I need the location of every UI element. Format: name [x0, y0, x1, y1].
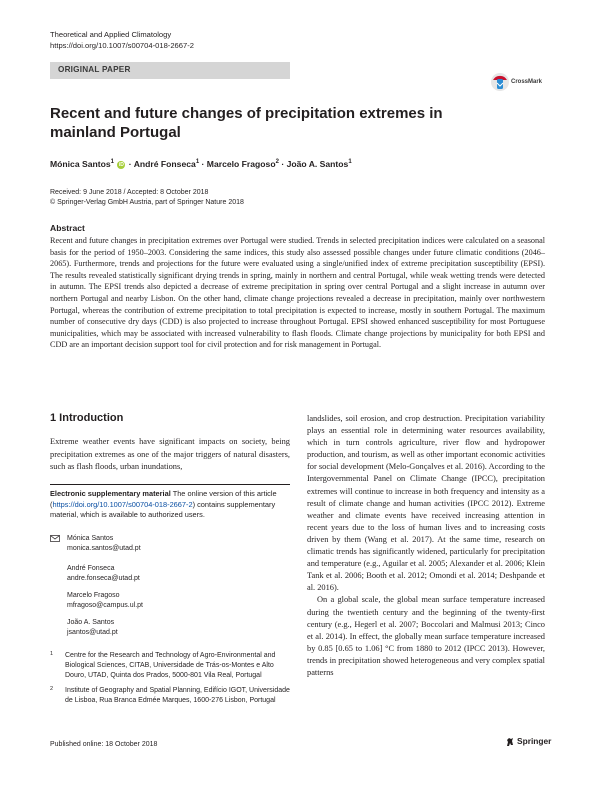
supplementary-text-before: The online version of this article ( — [50, 489, 277, 509]
contact-email[interactable]: jsantos@utad.pt — [67, 629, 118, 636]
contact-entry — [67, 564, 140, 584]
article-title: Recent and future changes of precipitation extremes in mainland Portugal — [50, 105, 443, 141]
contact-name: André Fonseca — [67, 565, 115, 572]
contact-entry — [67, 534, 141, 554]
contact-email[interactable]: mfragoso@campus.ul.pt — [67, 602, 143, 609]
author-separator: · — [201, 158, 207, 169]
author-list — [50, 156, 550, 170]
author-affiliation: 1 — [110, 159, 114, 165]
contact-email[interactable]: andre.fonseca@utad.pt — [67, 575, 140, 582]
contact-name: Marcelo Fragoso — [67, 592, 120, 599]
affiliation-number: 1 — [50, 651, 54, 657]
author-name[interactable]: Marcelo Fragoso — [206, 158, 276, 169]
contact-entry — [67, 591, 143, 611]
publisher-logo — [505, 736, 551, 747]
affiliation-text: Centre for the Research and Technology of Agro-Environmental and Biological Sciences, CITAB, Universidade de Trás-os-Montes e Alto Douro, UTAD, Quinta dos Prados, 5000-801 Vila Real, Portugal — [65, 652, 276, 679]
article-type-label: ORIGINAL PAPER — [58, 65, 131, 74]
intro-paragraph: On a global scale, the global mean surface temperature increased during the twentieth century and the beginning of the twenty-first century (e.g., Hegerl et al. 2007; Boccolari and Malmusi 2013; Cinco et al. 2014). In effect, the globally mean surface temperature increased by 0.85 [0.65 to 1.06] °C from 1880 to 2012 (IPCC 2013). However, trends in precipitation showed heterogeneous and very complex spatial patterns — [307, 595, 545, 677]
footnote-divider — [50, 484, 290, 485]
contact-entry — [67, 618, 118, 638]
author-affiliation: 1 — [348, 159, 352, 165]
published-online: Published online: 18 October 2018 — [50, 741, 158, 748]
copyright-text: Springer-Verlag GmbH Austria, part of Springer Nature 2018 — [57, 199, 244, 206]
author-affiliation: 1 — [195, 159, 200, 165]
affiliation-number: 2 — [50, 686, 54, 692]
abstract-heading: Abstract — [50, 223, 85, 233]
supplementary-label: Electronic supplementary material — [50, 489, 171, 498]
author-affiliation: 2 — [275, 159, 279, 165]
article-doi[interactable]: https://doi.org/10.1007/s00704-018-2667-2 — [50, 41, 194, 50]
supplementary-note — [50, 489, 290, 521]
section-heading: 1 Introduction — [50, 412, 124, 424]
article-type-band — [50, 62, 290, 79]
contact-email[interactable]: monica.santos@utad.pt — [67, 545, 141, 552]
abstract-text: Recent and future changes in precipitation extremes over Portugal were studied. Trends in selected precipitation indices were calculated on a seasonal basis for the period of 1950–2003. Considering the same indices, this study also assessed possible changes under future climatic conditions (2046–2065). Furthermore, trends and projections for the future were evaluated using a single/unified index of extreme precipitation susceptibility (EPSI). The results revealed statistically significant drying trends in spring, mainly in northern and central Portugal, while weak wetting trends were detected in autumn. The EPSI trends also depicted a decrease of extreme precipitation in spring over central Portugal and a slight increase in autumn over northern Portugal and nearby Lisbon. On the other hand, climate change projections revealed a decrease in precipitation, mainly over northwestern Portugal, whereas the contribution of extreme precipitation to total precipitation is expected to increase, mostly in southern Portugal. The maximum number of consecutive dry days (CDD) is also projected to increase throughout Portugal. EPSI showed enhanced susceptibility for most Portuguese municipalities, which may be associated with increased vulnerability to flash floods. Climate change projections by municipality for both EPSI and CDD are an important decision support tool for civil protection and for risk management in Portugal. — [50, 236, 545, 350]
author-name[interactable]: João A. Santos — [286, 158, 349, 169]
intro-right-column — [307, 413, 545, 679]
publisher-name: Springer — [517, 736, 552, 746]
article-dates: Received: 9 June 2018 / Accepted: 8 October 2018 — [50, 189, 209, 196]
copyright-line — [50, 198, 244, 208]
intro-paragraph: landslides, soil erosion, and crop destruction. Precipitation variability plays an essential role in determining water resources availability, which in turn controls agriculture, river flow and hydropower production, and tourism, as well as other important economic activities for social development (Melo-Gonçalves et al. 2016). According to the Intergovernmental Panel on Climate Change (IPCC), precipitation extremes will continue to increase in both frequency and intensity as a result of climate change and human activities (IPCC 2012). Extreme weather and climate events have received increasing attention in recent years due to the loss of human lives and to increasing costs driven by them (Wang et al. 2017). At the same time, research on climatic trends has significantly widened, particularly for precipitation and temperature (e.g., Aguilar et al. 2005; Alexander et al. 2006; Klein Tank et al. 2006; Booth et al. 2012; Omondi et al. 2014; Deshpande et al. 2016). — [307, 414, 545, 593]
author-name[interactable]: Mónica Santos — [50, 158, 111, 169]
springer-horse-icon — [505, 737, 515, 747]
supplementary-text-after: ) contains supplementary material, which is available to authorized users. — [50, 499, 276, 519]
envelope-icon — [50, 535, 60, 542]
supplementary-link[interactable]: https://doi.org/10.1007/s00704-018-2667-2 — [52, 499, 193, 509]
copyright-icon: © — [50, 199, 56, 206]
contact-name: Mónica Santos — [67, 535, 114, 542]
orcid-icon[interactable]: iD — [118, 161, 124, 168]
crossmark-label: CrossMark — [511, 79, 543, 85]
author-separator: · — [281, 158, 287, 169]
intro-left-text: Extreme weather events have significant impacts on society, being precipitation extremes as one of the major triggers of natural disasters, such as flash floods, urban inundations, — [50, 437, 290, 471]
author-separator: · — [128, 158, 134, 169]
crossmark-badge[interactable] — [489, 71, 547, 97]
journal-name: Theoretical and Applied Climatology — [50, 30, 172, 39]
contact-name: João A. Santos — [67, 619, 115, 626]
affiliation-text: Institute of Geography and Spatial Planning, Edifício IGOT, Universidade de Lisboa, Rua Branca Edmée Marques, 1600-276 Lisbon, Portugal — [65, 687, 290, 704]
author-name[interactable]: André Fonseca — [133, 158, 196, 169]
